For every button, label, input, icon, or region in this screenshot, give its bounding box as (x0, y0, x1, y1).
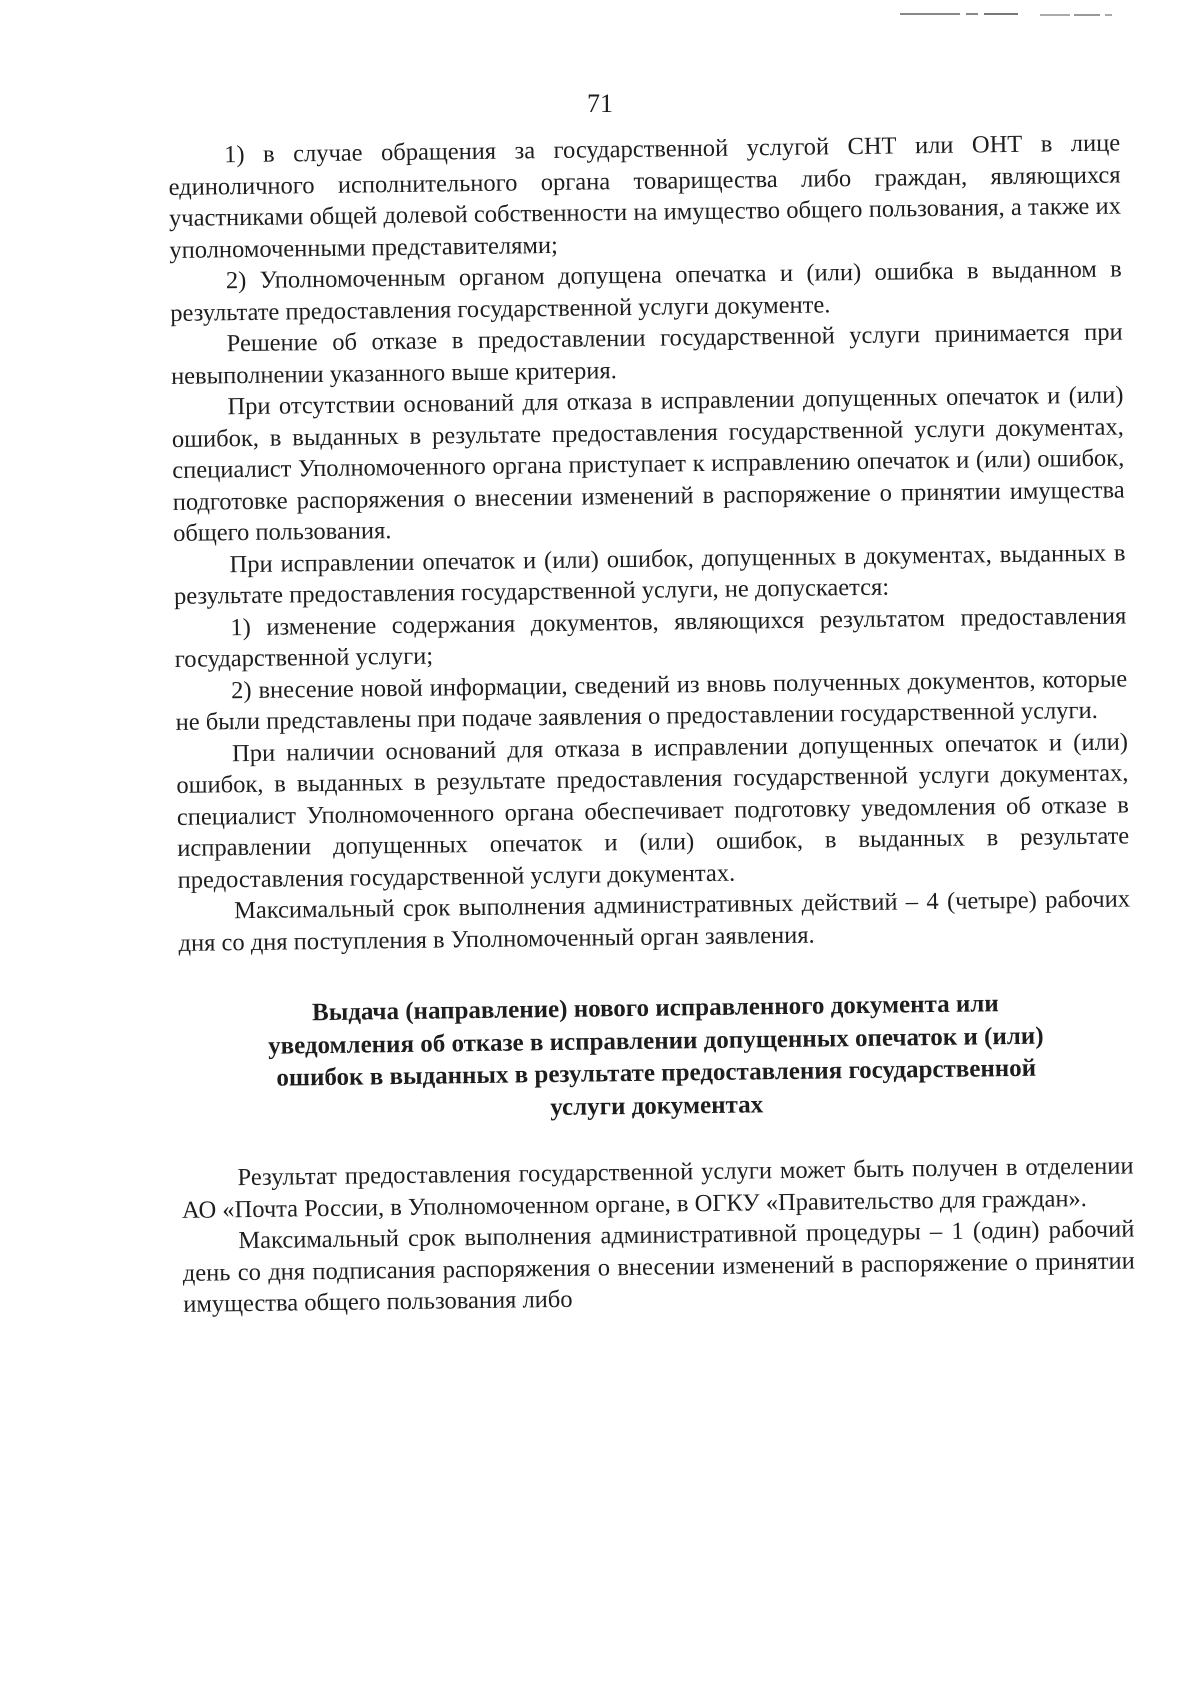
paragraph-item-2: 2) Уполномоченным органом допущена опечатка и (или) ошибка в выданном в результате предоставления государственной услуги документе. (170, 255, 1122, 327)
document-body (168, 128, 1135, 1321)
paragraph-refusal-decision: Решение об отказе в предоставлении государственной услуги принимается при невыполнении указанного выше критерия. (170, 318, 1123, 390)
paragraph-item-1: 1) в случае обращения за государственной услугой СНТ или ОНТ в лице единоличного исполнительного органа товарищества либо граждан, являющихся участниками общей долевой собственности на имущество общего пользования, а также их уполномоченными представителями; (168, 129, 1122, 264)
paragraph-no-grounds: При отсутствии оснований для отказа в исправлении допущенных опечаток и (или) ошибок, в выданных в результате предоставления государственной услуги документах, специалист Уполномоченного органа приступает к исправлению опечаток и (или) ошибок, подготовке распоряжения о внесении изменений в распоряжение о принятии имущества общего пользования. (171, 381, 1125, 547)
paragraph-max-term-actions: Максимальный срок выполнения административных действий – 4 (четыре) рабочих дня со дня поступления в Уполномоченный орган заявления. (178, 885, 1131, 957)
scan-artifact-marks (900, 10, 1120, 18)
section-heading: Выдача (направление) нового исправленного документа или уведомления об отказе в исправлении допущенных опечаток и (или) ошибок в выданных в результате предоставления государственной услуги документах (267, 990, 1044, 1121)
paragraph-not-allowed-1: 1) изменение содержания документов, являющихся результатом предоставления государственной услуги; (174, 601, 1127, 673)
paragraph-grounds-present: При наличии оснований для отказа в исправлении допущенных опечаток и (или) ошибок, в выданных в результате предоставления государственной услуги документах, специалист Уполномоченного органа обеспечивает подготовку уведомления об отказе в исправлении допущенных опечаток и (или) ошибок, в выданных в результате предоставления государственной услуги документах. (176, 727, 1130, 894)
paragraph-result-delivery: Результат предоставления государственной услуги может быть получен в отделении АО «Почта России, в Уполномоченном органе, в ОГКУ «Правительство для граждан». (181, 1152, 1134, 1224)
page-number: 71 (587, 89, 613, 118)
paragraph-max-term-procedure: Максимальный срок выполнения административной процедуры – 1 (один) рабочий день со дня подписания распоряжения о внесении изменений в распоряжение о принятии имущества общего пользования либо (182, 1215, 1135, 1318)
paragraph-not-allowed: При исправлении опечаток и (или) ошибок, допущенных в документах, выданных в результате предоставления государственной услуги, не допускается: (173, 539, 1126, 610)
paragraph-not-allowed-2: 2) внесение новой информации, сведений из вновь полученных документов, которые не были представлены при подаче заявления о предоставлении государственной услуги. (175, 664, 1128, 736)
